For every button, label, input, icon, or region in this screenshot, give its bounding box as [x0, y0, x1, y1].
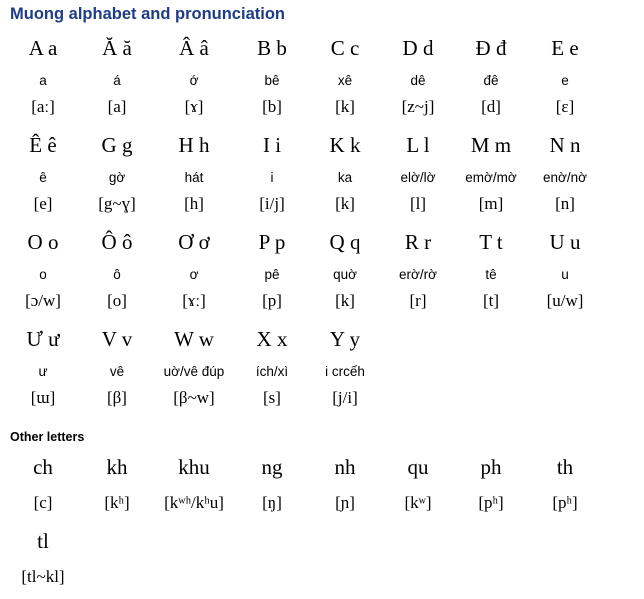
- alphabet-letter-name: ê: [39, 170, 47, 185]
- alphabet-letter: Đ đ: [475, 36, 507, 60]
- alphabet-ipa: [u/w]: [546, 291, 584, 310]
- alphabet-letter-name: uờ/vê đúp: [163, 364, 225, 379]
- alphabet-ipa: [k]: [335, 291, 355, 310]
- alphabet-letter: O o: [27, 230, 59, 254]
- alphabet-letter-name: ích/xì: [255, 364, 289, 379]
- alphabet-letter: R r: [404, 230, 432, 254]
- alphabet-letter: Ư ư: [26, 327, 60, 351]
- alphabet-letter: B b: [257, 36, 287, 60]
- alphabet-letter: Y y: [329, 327, 361, 351]
- other-letter: ch: [33, 455, 53, 479]
- alphabet-letter: C c: [330, 36, 360, 60]
- alphabet-letter: K k: [329, 133, 361, 157]
- other-letter-ipa: [tl~kl]: [21, 567, 65, 586]
- alphabet-letter-name: gờ: [108, 170, 126, 185]
- alphabet-letter-name: emờ/mờ: [465, 170, 517, 185]
- alphabet-ipa: [m]: [478, 194, 504, 213]
- alphabet-ipa: [ɔ/w]: [25, 291, 61, 310]
- alphabet-letter-name: ư: [38, 364, 48, 379]
- alphabet-letter-name: đê: [483, 73, 499, 88]
- alphabet-letter: D d: [402, 36, 434, 60]
- alphabet-letter-name: ơ: [189, 267, 199, 282]
- alphabet-letter: X x: [256, 327, 288, 351]
- alphabet-letter: L l: [406, 133, 430, 157]
- alphabet-letter: M m: [470, 133, 512, 157]
- alphabet-letter: V v: [101, 327, 133, 351]
- alphabet-ipa: [β~w]: [173, 388, 215, 407]
- alphabet-ipa: [i/j]: [259, 194, 285, 213]
- other-letter: th: [556, 455, 574, 479]
- alphabet-ipa: [l]: [409, 194, 427, 213]
- alphabet-letter: W w: [174, 327, 214, 351]
- alphabet-letter-name: á: [113, 73, 121, 88]
- alphabet-ipa: [h]: [184, 194, 204, 213]
- alphabet-letter: Q q: [329, 230, 361, 254]
- alphabet-ipa: [ɛ]: [555, 97, 575, 116]
- alphabet-letter-name: quờ: [333, 267, 357, 282]
- alphabet-letter: P p: [258, 230, 286, 254]
- other-letter: nh: [334, 455, 356, 479]
- alphabet-letter-name: erờ/rờ: [399, 267, 437, 282]
- alphabet-letter: E e: [551, 36, 579, 60]
- other-letter: kh: [106, 455, 128, 479]
- other-letter-ipa: [pʰ]: [478, 493, 504, 512]
- alphabet-ipa: [t]: [482, 291, 500, 310]
- other-letter-ipa: [pʰ]: [552, 493, 578, 512]
- other-letter: qu: [407, 455, 429, 479]
- other-letter: khu: [178, 455, 210, 479]
- alphabet-letter-name: dê: [410, 73, 426, 88]
- alphabet-letter: U u: [549, 230, 581, 254]
- alphabet-ipa: [k]: [335, 97, 355, 116]
- alphabet-ipa: [z~j]: [401, 97, 435, 116]
- alphabet-letter: A a: [28, 36, 58, 60]
- alphabet-letter-name: i crcếh: [325, 364, 365, 379]
- alphabet-letter: Ê ê: [29, 133, 57, 157]
- page-title: Muong alphabet and pronunciation: [10, 5, 285, 23]
- alphabet-letter: H h: [178, 133, 210, 157]
- other-letter-ipa: [kʷ]: [404, 493, 432, 512]
- alphabet-ipa: [o]: [107, 291, 127, 310]
- alphabet-letter-name: ka: [337, 170, 353, 185]
- alphabet-letter-name: vê: [109, 364, 125, 379]
- alphabet-ipa: [n]: [555, 194, 575, 213]
- alphabet-letter-name: ô: [113, 267, 121, 282]
- alphabet-letter-name: tê: [485, 267, 497, 282]
- other-letter-ipa: [kʷʰ/kʰu]: [164, 493, 224, 512]
- alphabet-letter: I i: [262, 133, 282, 157]
- alphabet-letter-name: ớ: [189, 73, 199, 88]
- alphabet-ipa: [r]: [409, 291, 427, 310]
- alphabet-ipa: [k]: [335, 194, 355, 213]
- other-letter: tl: [37, 529, 49, 553]
- alphabet-letter-name: xê: [337, 73, 353, 88]
- alphabet-ipa: [ɤː]: [182, 291, 206, 310]
- alphabet-ipa: [j/i]: [332, 388, 358, 407]
- other-letter: ng: [261, 455, 283, 479]
- alphabet-ipa: [β]: [107, 388, 127, 407]
- alphabet-letter: G g: [101, 133, 133, 157]
- alphabet-ipa: [s]: [263, 388, 281, 407]
- alphabet-ipa: [b]: [262, 97, 282, 116]
- other-letter-ipa: [kʰ]: [104, 493, 130, 512]
- other-letters-heading: Other letters: [10, 430, 85, 444]
- alphabet-ipa: [d]: [481, 97, 501, 116]
- alphabet-letter: Â â: [179, 36, 209, 60]
- alphabet-ipa: [g~ɣ]: [98, 194, 136, 213]
- alphabet-letter-name: o: [39, 267, 47, 282]
- other-letter-ipa: [ŋ]: [262, 493, 282, 512]
- alphabet-letter-name: bê: [264, 73, 280, 88]
- alphabet-ipa: [ɯ]: [30, 388, 56, 407]
- alphabet-ipa: [a]: [107, 97, 127, 116]
- alphabet-letter-name: hát: [184, 170, 204, 185]
- alphabet-letter: T t: [479, 230, 503, 254]
- alphabet-letter: Ơ ơ: [178, 230, 210, 254]
- alphabet-letter-name: elờ/lờ: [400, 170, 436, 185]
- alphabet-letter-name: enờ/nờ: [543, 170, 587, 185]
- other-letter-ipa: [c]: [33, 493, 53, 512]
- alphabet-letter: Ô ô: [101, 230, 133, 254]
- alphabet-letter-name: e: [561, 73, 569, 88]
- alphabet-ipa: [e]: [33, 194, 53, 213]
- alphabet-letter: Ă ă: [102, 36, 132, 60]
- alphabet-letter-name: pê: [264, 267, 280, 282]
- alphabet-letter-name: i: [270, 170, 274, 185]
- alphabet-letter-name: u: [561, 267, 569, 282]
- alphabet-ipa: [aː]: [31, 97, 55, 116]
- alphabet-letter-name: a: [39, 73, 47, 88]
- alphabet-ipa: [ɤ]: [184, 97, 204, 116]
- other-letter-ipa: [ɲ]: [335, 493, 355, 512]
- alphabet-ipa: [p]: [262, 291, 282, 310]
- other-letter: ph: [480, 455, 502, 479]
- alphabet-letter: N n: [549, 133, 581, 157]
